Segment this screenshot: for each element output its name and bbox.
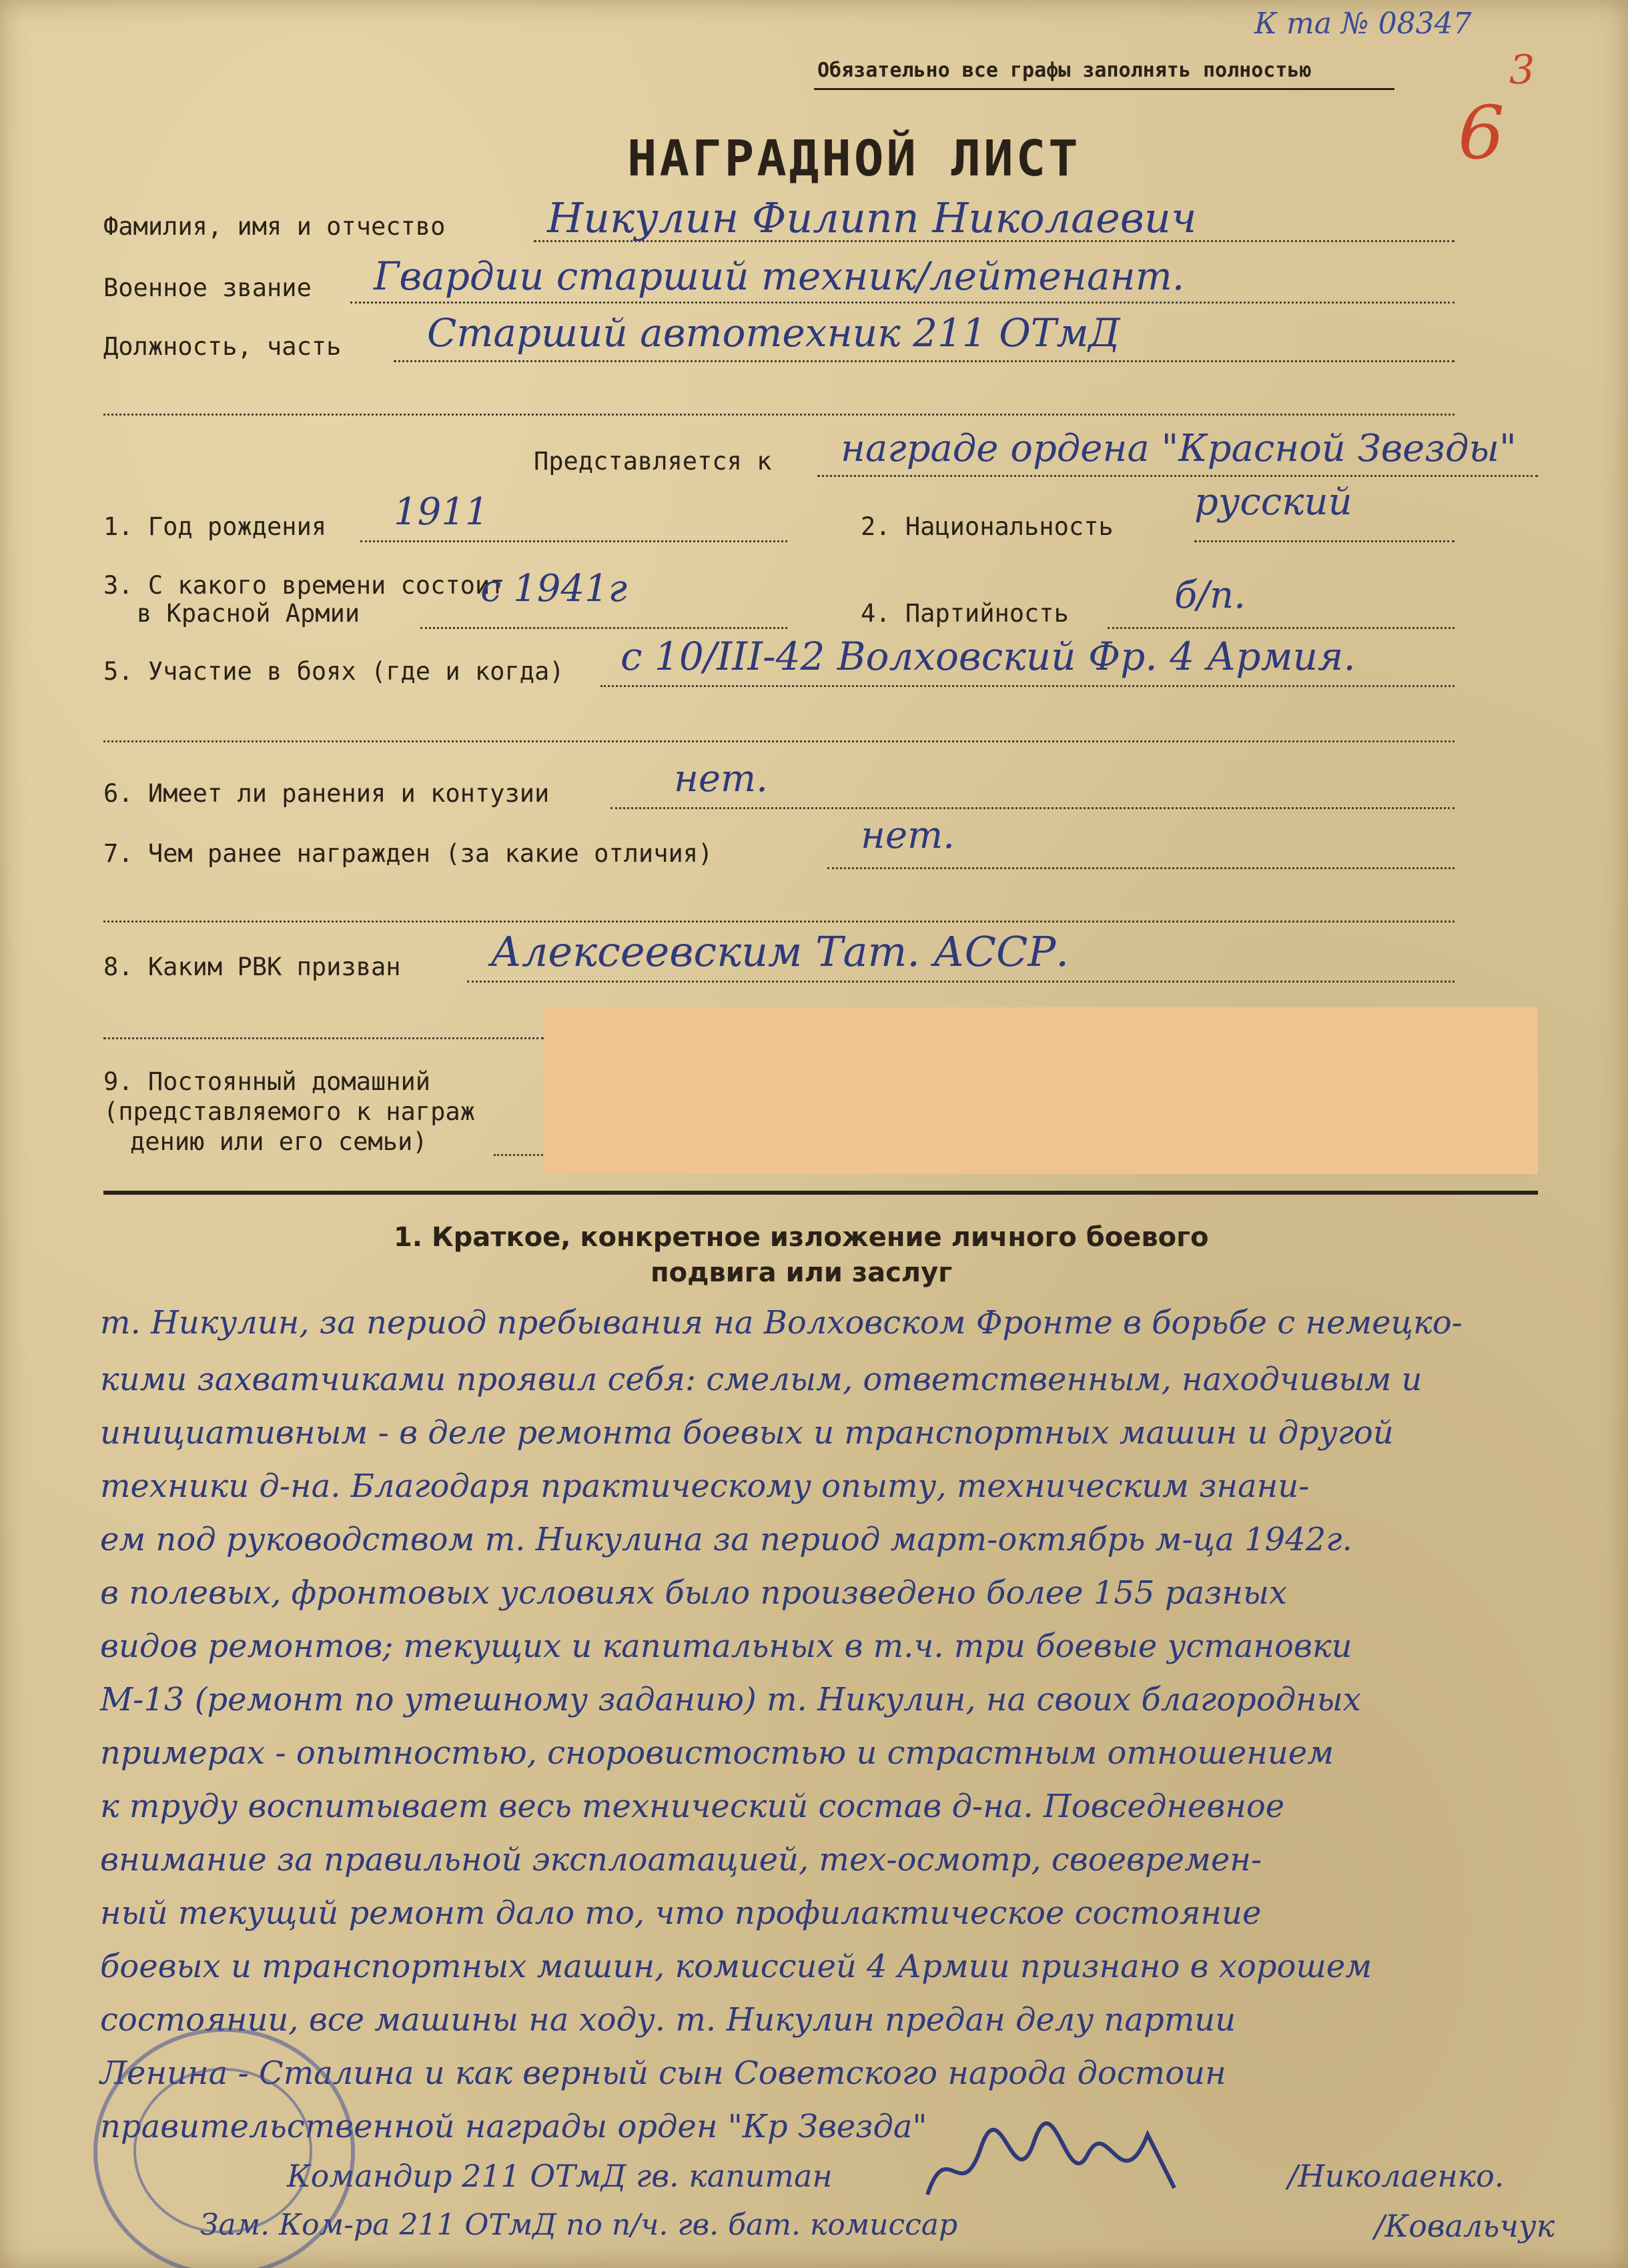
body-line: М-13 (ремонт по утешному заданию) т. Никулин, на своих благородных (100, 1681, 1361, 1718)
presented-value: награде ордена "Красной Звезды" (841, 427, 1517, 470)
party-line (1108, 627, 1455, 629)
body-line: видов ремонтов; текущих и капитальных в т.ч. три боевые установки (100, 1628, 1352, 1665)
awards-line (827, 867, 1455, 869)
battles-label: 5. Участие в боях (где и когда) (103, 657, 564, 686)
wounds-line (610, 807, 1455, 809)
body-line: примерах - опытностью, сноровистостью и страстным отношением (100, 1734, 1334, 1772)
rvk-line-2 (103, 1037, 544, 1039)
signature-deputy-line: Зам. Ком-ра 211 ОТмД по п/ч. гв. бат. комиссар (200, 2208, 958, 2242)
battles-line-2 (103, 740, 1455, 742)
rvk-label: 8. Каким РВК призван (103, 953, 401, 981)
body-line: т. Никулин, за период пребывания на Волховском Фронте в борьбе с немецко- (100, 1304, 1463, 1341)
birth-value: 1911 (394, 490, 489, 534)
party-value: б/п. (1174, 574, 1246, 617)
rank-line (350, 302, 1455, 304)
document-title: НАГРАДНОЙ ЛИСТ (627, 130, 1081, 187)
body-line: Ленина - Сталина и как верный сын Советского народа достоин (100, 2055, 1226, 2092)
battles-line (600, 685, 1455, 687)
page-mark-3: 3 (1509, 47, 1535, 93)
party-label: 4. Партийность (861, 599, 1069, 628)
body-line: к труду воспитывает весь технический состав д-на. Повседневное (100, 1788, 1285, 1825)
body-line: техники д-на. Благодаря практическому опыту, техническим знани- (100, 1468, 1310, 1505)
body-line: кими захватчиками проявил себя: смелым, ответственным, находчивым и (100, 1361, 1422, 1398)
name-value: Никулин Филипп Николаевич (547, 193, 1197, 242)
official-stamp-inner (133, 2068, 312, 2233)
rvk-line (467, 981, 1455, 983)
section-divider (103, 1191, 1538, 1195)
service-label-1: 3. С какого времени состоит (103, 571, 505, 600)
body-line: в полевых, фронтовых условиях было произведено более 155 разных (100, 1574, 1288, 1612)
page-mark-6: 6 (1458, 90, 1505, 175)
nationality-value: русский (1194, 480, 1352, 524)
body-line: ем под руководством т. Никулина за период март-октябрь м-ца 1942г. (100, 1521, 1352, 1558)
rank-value: Гвардии старший техник/лейтенант. (374, 253, 1185, 299)
body-line: ный текущий ремонт дало то, что профилактическое состояние (100, 1894, 1262, 1932)
position-label: Должность, часть (103, 332, 342, 361)
address-line (494, 1154, 547, 1156)
position-line-2 (103, 414, 1455, 416)
name-label: Фамилия, имя и отчество (103, 212, 446, 241)
awards-label: 7. Чем ранее награжден (за какие отличия) (103, 839, 713, 868)
birth-line (360, 540, 787, 542)
body-line: правительственной награды орден "Кр Звезда" (100, 2108, 927, 2145)
section1-heading-2: подвига или заслуг (651, 1257, 953, 1288)
battles-value: с 10/III-42 Волховский Фр. 4 Армия. (621, 634, 1356, 679)
presented-line (817, 475, 1538, 477)
nationality-line (1194, 540, 1455, 542)
body-line: инициативным - в деле ремонта боевых и транспортных машин и другой (100, 1414, 1394, 1452)
section1-heading-1: 1. Краткое, конкретное изложение личного боевого (394, 1222, 1209, 1253)
birth-label: 1. Год рождения (103, 512, 327, 541)
rank-label: Военное звание (103, 273, 312, 302)
signature-commander-name: /Николаенко. (1288, 2158, 1505, 2194)
body-line: внимание за правильной эксплоатацией, тех-осмотр, своевремен- (100, 1841, 1262, 1878)
body-line: состоянии, все машины на ходу. т. Никулин предан делу партии (100, 2001, 1236, 2039)
address-redaction (544, 1007, 1538, 1174)
awards-value: нет. (861, 814, 955, 857)
instruction-text: Обязательно все графы заполнять полностью (817, 59, 1312, 82)
archive-reference: К та № 08347 (1254, 7, 1472, 41)
nationality-label: 2. Национальность (861, 512, 1114, 541)
instruction-underline (814, 88, 1394, 90)
handwritten-signature (921, 2121, 1201, 2215)
address-label-3: дению или его семьи) (130, 1127, 428, 1156)
presented-label: Представляется к (534, 447, 772, 476)
service-label-2: в Красной Армии (137, 599, 360, 628)
service-value: с 1941г (480, 567, 627, 610)
address-label-2: (представляемого к награж (103, 1097, 475, 1126)
signature-deputy-name: /Ковальчук (1374, 2208, 1555, 2244)
awards-line-2 (103, 921, 1455, 923)
signature-commander-line: Командир 211 ОТмД гв. капитан (287, 2158, 833, 2194)
wounds-label: 6. Имеет ли ранения и контузии (103, 779, 550, 808)
address-label-1: 9. Постоянный домашний (103, 1067, 431, 1096)
service-line (420, 627, 787, 629)
body-line: боевых и транспортных машин, комиссией 4 Армии признано в хорошем (100, 1948, 1372, 1985)
wounds-value: нет. (674, 757, 768, 800)
position-line (394, 360, 1455, 362)
rvk-value: Алексеевским Тат. АССР. (490, 927, 1069, 976)
position-value: Старший автотехник 211 ОТмД (427, 310, 1120, 356)
